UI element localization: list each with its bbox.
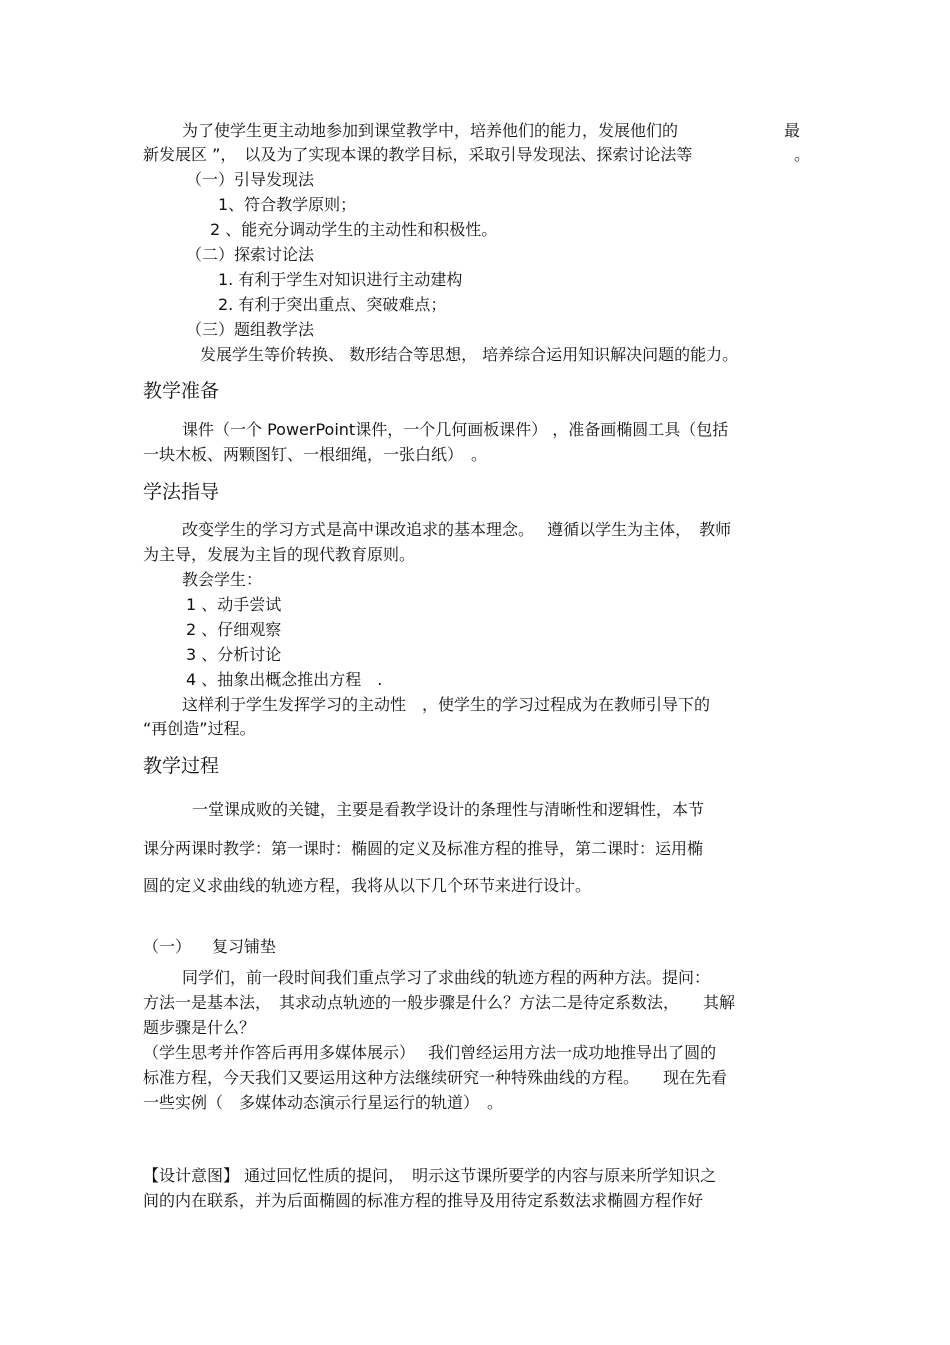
process-line-1: 一堂课成败的关键，主要是看教学设计的条理性与清晰性和逻辑性，本节 [192,800,705,819]
method-3-title: （三）题组教学法 [186,320,315,339]
guide-line-1: 改变学生的学习方式是高中课改追求的基本理念。 遵循以学生为主体， 教师 [182,520,732,539]
section-1-title: 复习铺垫 [212,937,277,956]
heading-preparation: 教学准备 [143,380,220,402]
review-line-1: 同学们，前一段时间我们重点学习了求曲线的轨迹方程的两种方法。提问： [182,968,711,987]
method-2-title: （二）探索讨论法 [186,245,315,264]
review-line-2: 方法一是基本法， 其求动点轨迹的一般步骤是什么？方法二是待定系数法， 其解 [143,993,736,1012]
guide-teach-label: 教会学生： [182,570,263,589]
method-2-item-1: 1. 有利于学生对知识进行主动建构 [218,270,463,289]
intro-line-2-tail: 。 [794,145,811,164]
intro-line-2: 新发展区 ”， 以及为了实现本课的教学目标，采取引导发现法、探索讨论法等 [143,145,693,164]
review-line-4: （学生思考并作答后再用多媒体展示） 我们曾经运用方法一成功地推导出了圆的 [143,1043,717,1062]
guide-line-2: 为主导，发展为主旨的现代教育原则。 [143,545,416,564]
process-line-2: 课分两课时教学：第一课时：椭圆的定义及标准方程的推导，第二课时：运用椭 [143,839,704,858]
design-intent-line-1: 【设计意图】 通过回忆性质的提问， 明示这节课所要学的内容与原来所学知识之 [143,1166,717,1185]
method-1-item-2: 2 、能充分调动学生的主动性和积极性。 [210,220,498,239]
review-line-5: 标准方程，今天我们又要运用这种方法继续研究一种特殊曲线的方程。 现在先看 [143,1068,728,1087]
heading-teaching-process: 教学过程 [143,755,220,777]
guide-item-2: 2 、仔细观察 [186,620,282,639]
method-2-item-2: 2. 有利于突出重点、突破难点； [218,295,447,314]
section-1-number: （一） [143,937,192,956]
intro-line-1-tail: 最 [784,121,801,140]
guide-item-4: 4 、抽象出概念推出方程 . [186,670,383,689]
design-intent-line-2: 间的内在联系，并为后面椭圆的标准方程的推导及用待定系数法求椭圆方程作好 [143,1191,704,1210]
method-1-title: （一）引导发现法 [186,170,315,189]
method-3-text: 发展学生等价转换、 数形结合等思想， 培养综合运用知识解决问题的能力。 [200,345,739,364]
guide-item-3: 3 、分析讨论 [186,645,282,664]
review-line-3: 题步骤是什么？ [143,1018,256,1037]
prep-line-2: 一块木板、两颗图钉、一根细绳，一张白纸） 。 [143,445,488,464]
process-line-3: 圆的定义求曲线的轨迹方程，我将从以下几个环节来进行设计。 [143,876,592,895]
heading-study-guide: 学法指导 [143,481,220,503]
guide-line-4: “再创造”过程。 [143,719,256,738]
prep-line-1: 课件（一个 PowerPoint课件，一个几何画板课件） ，准备画椭圆工具（包括 [182,420,729,439]
guide-line-3: 这样利于学生发挥学习的主动性 ，使学生的学习过程成为在教师引导下的 [182,695,711,714]
guide-item-1: 1 、动手尝试 [186,595,282,614]
intro-line-1: 为了使学生更主动地参加到课堂教学中，培养他们的能力，发展他们的 [182,121,679,140]
review-line-6: 一些实例（ 多媒体动态演示行星运行的轨道） 。 [143,1093,504,1112]
method-1-item-1: 1、符合教学原则； [218,195,357,214]
